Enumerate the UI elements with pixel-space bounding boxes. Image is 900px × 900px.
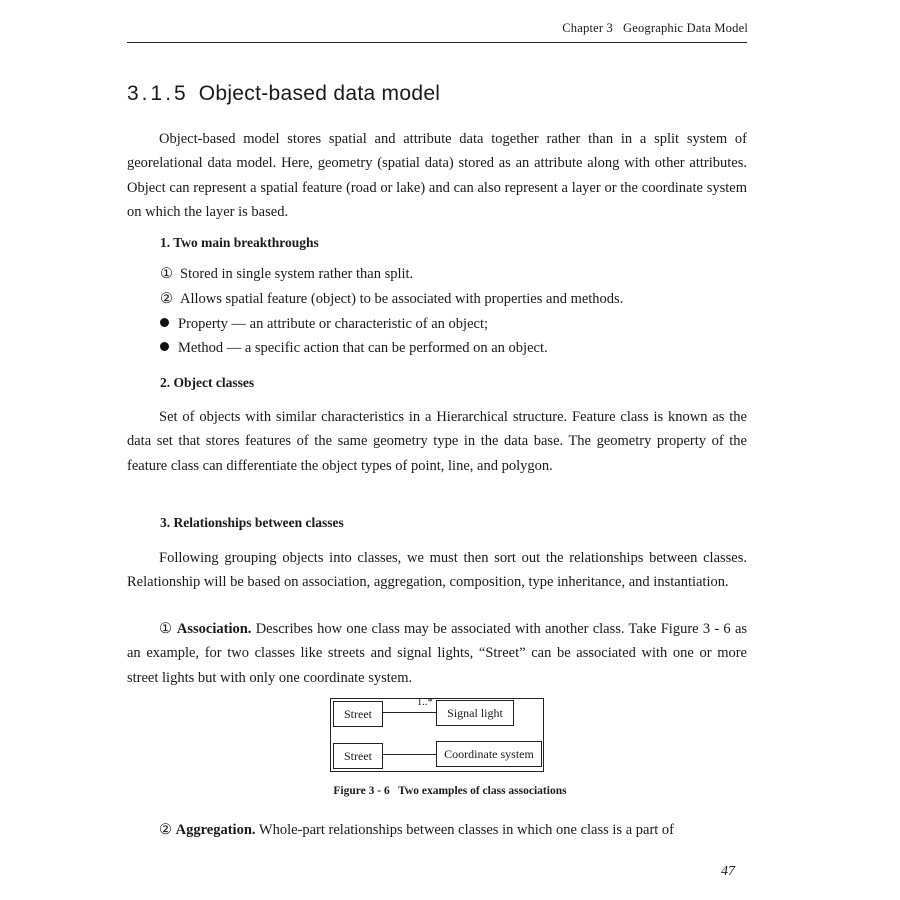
bullet-icon	[160, 342, 169, 351]
header-rule	[127, 42, 747, 43]
list-marker: ②	[160, 291, 173, 307]
subsection-title-breakthroughs: 1. Two main breakthroughs	[160, 235, 319, 250]
list-item-text: Stored in single system rather than split.	[180, 266, 414, 282]
aggregation-marker: ②	[159, 822, 172, 838]
list-item-text: Property — an attribute or characteristic of an object;	[178, 316, 489, 332]
association-lead: Association.	[176, 621, 252, 637]
relationships-paragraph: Following grouping objects into classes, we must then sort out the relationships between classes. Relationship will be based on association, aggregation, composition, type inheritance, and instantiation.	[127, 550, 747, 591]
aggregation-paragraph	[127, 818, 747, 842]
list-item	[160, 340, 548, 357]
list-item-text: Allows spatial feature (object) to be associated with properties and methods.	[180, 291, 624, 307]
signal-light-box: Signal light	[436, 700, 514, 726]
section-title-text: Object-based data model	[198, 82, 441, 105]
list-item	[160, 291, 623, 308]
figure-caption: Figure 3 - 6 Two examples of class associations	[333, 785, 567, 797]
subsection-title-object-classes: 2. Object classes	[160, 375, 255, 390]
running-header	[562, 21, 748, 36]
aggregation-text: Whole-part relationships between classes in which one class is a part of	[255, 822, 675, 838]
association-marker: ①	[159, 621, 173, 637]
list-item	[160, 266, 413, 283]
class-association-diagram	[330, 698, 544, 772]
object-classes-paragraph: Set of objects with similar characteristics in a Hierarchical structure. Feature class is known as the data set that stores features of the same geometry type in the data base. The geometry property of the feature class can differentiate the object types of point, line, and polygon.	[127, 409, 747, 474]
list-item	[160, 316, 488, 333]
association-line-1	[382, 712, 436, 713]
intro-paragraph: Object-based model stores spatial and attribute data together rather than in a split system of georelational data model. Here, geometry (spatial data) stored as an attribute along with other attributes. Object can represent a spatial feature (road or lake) and can also represent a layer or the coordinate system on which the layer is based.	[127, 131, 747, 220]
subsection-title-relationships: 3. Relationships between classes	[160, 515, 344, 530]
association-paragraph	[127, 617, 747, 690]
street-box-2: Street	[333, 743, 383, 769]
aggregation-lead: Aggregation.	[175, 822, 256, 838]
page-number: 47	[721, 864, 735, 879]
list-marker: ①	[160, 266, 173, 282]
coordinate-system-box: Coordinate system	[436, 741, 542, 767]
association-text: Describes how one class may be associated with another class. Take Figure 3 - 6 as an example, for two classes like streets and signal lights, “Street” can be associated with one or more street lights but with only one coordinate system.	[127, 621, 748, 686]
header-title: Geographic Data Model	[623, 21, 748, 35]
association-line-2	[382, 754, 436, 755]
section-number: 3.1.5	[127, 82, 189, 105]
multiplicity-label: 1..*	[417, 697, 433, 708]
list-item-text: Method — a specific action that can be performed on an object.	[178, 340, 548, 356]
bullet-icon	[160, 318, 169, 327]
header-chapter: Chapter 3	[562, 21, 614, 35]
section-title	[127, 82, 440, 106]
street-box-1: Street	[333, 701, 383, 727]
